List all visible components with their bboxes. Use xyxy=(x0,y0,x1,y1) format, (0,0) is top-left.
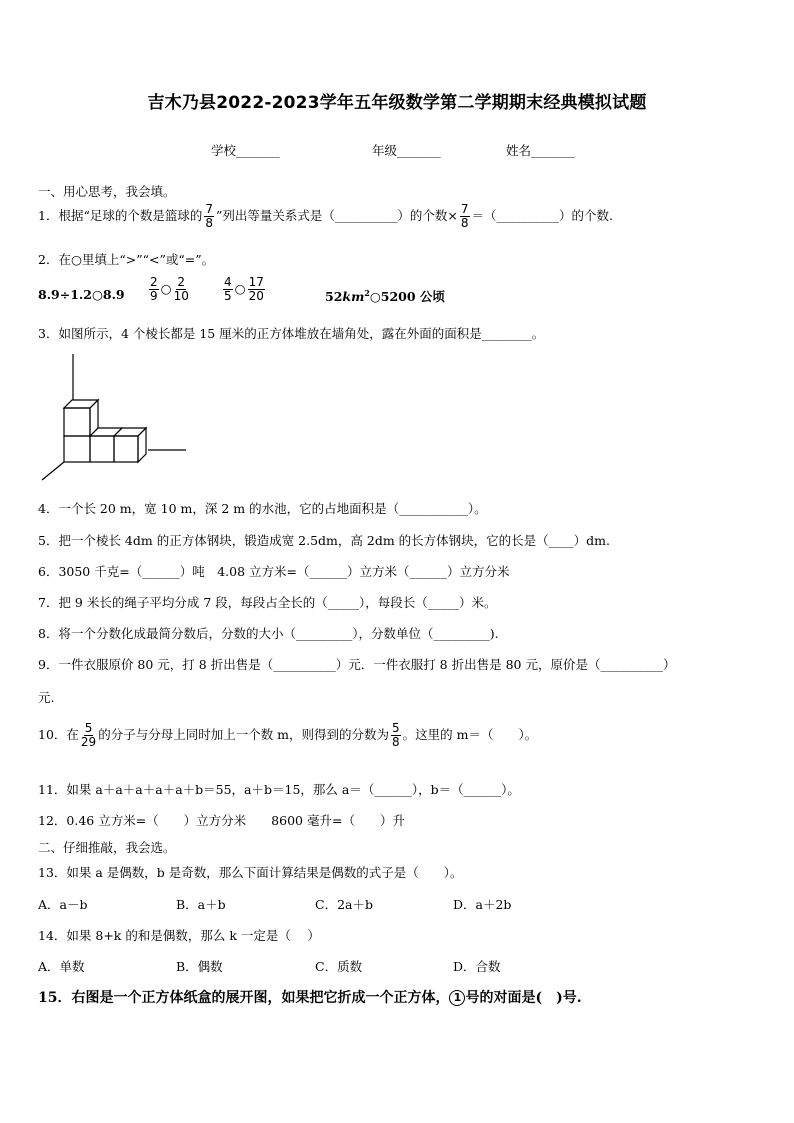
grade-field: 年级_______ xyxy=(372,143,441,158)
q2-expr-3 xyxy=(221,276,267,303)
question-5: 5．把一个棱长 4dm 的正方体钢块，锻造成宽 2.5dm，高 2dm 的长方体钢块，它的长是（____）dm. xyxy=(38,533,610,548)
question-9-continued: 元. xyxy=(38,690,55,705)
q10-frac2-den: 8 xyxy=(392,735,400,749)
q2-e2b-den: 10 xyxy=(173,289,189,303)
q2-expr-4 xyxy=(325,287,445,305)
q15-text-a: 15．右图是一个正方体纸盒的展开图，如果把它折成一个正方体， xyxy=(38,990,450,1006)
q2-e3a-num: 4 xyxy=(224,275,232,289)
q2-e2a-num: 2 xyxy=(150,275,158,289)
q2-e2a-den: 9 xyxy=(150,289,158,303)
q10-text-c: 。这里的 m＝（ ）。 xyxy=(402,727,538,742)
question-1 xyxy=(38,203,613,230)
q1-fraction-2 xyxy=(460,203,470,230)
q14-option-a: A．单数 xyxy=(38,959,85,974)
q10-fraction-2 xyxy=(391,722,401,749)
q10-text-b: 的分子与分母上同时加上一个数 m，则得到的分数为 xyxy=(98,727,390,742)
q13-option-a: A．a－b xyxy=(38,897,88,912)
q2-e3b-den: 20 xyxy=(248,289,264,303)
q13-option-d: D．a＋2b xyxy=(453,897,512,912)
q15-text-b: 号的对面是( )号. xyxy=(465,990,582,1006)
question-4: 4．一个长 20 m，宽 10 m，深 2 m 的水池，它的占地面积是（___________）。 xyxy=(38,501,487,516)
q1-frac2-num: 7 xyxy=(460,202,469,216)
q13-option-b: B．a＋b xyxy=(176,897,226,912)
q2-e3-frac-a xyxy=(223,276,233,303)
q2-e2b-num: 2 xyxy=(177,275,186,289)
q10-frac2-num: 5 xyxy=(392,721,400,735)
question-6: 6．3050 千克=（______）吨 4.08 立方米=（______）立方米（______）立方分米 xyxy=(38,564,510,579)
cube-top-side-face xyxy=(90,400,98,436)
cube-bottom-2-front xyxy=(90,436,114,462)
q1-text-a: 1．根据“足球的个数是篮球的 xyxy=(38,208,203,223)
question-3: 3．如图所示，4 个棱长都是 15 厘米的正方体堆放在墙角处，露在外面的面积是________。 xyxy=(38,326,545,341)
question-10 xyxy=(38,722,537,749)
q2-e4-rest: ○5200 公顷 xyxy=(369,289,445,304)
q1-frac1-num: 7 xyxy=(205,202,213,216)
section-1-heading: 一、用心思考，我会填。 xyxy=(38,184,176,199)
q2-e2-frac-a xyxy=(149,276,159,303)
question-8: 8．将一个分数化成最简分数后，分数的大小（_________），分数单位（_________). xyxy=(38,626,499,641)
name-field: 姓名_______ xyxy=(506,143,575,158)
q1-frac1-den: 8 xyxy=(205,216,213,230)
question-13: 13．如果 a 是偶数，b 是奇数，那么下面计算结果是偶数的式子是（ ）。 xyxy=(38,865,463,880)
q14-option-b: B．偶数 xyxy=(176,959,223,974)
question-2: 2．在○里填上“>”“<”或“=”。 xyxy=(38,252,215,267)
wall-line-diagonal xyxy=(42,462,64,480)
q2-e2-circle: ○ xyxy=(160,281,172,296)
q1-fraction-1 xyxy=(204,203,214,230)
school-field: 学校_______ xyxy=(211,143,280,158)
section-2-heading: 二、仔细推敲，我会选。 xyxy=(38,840,176,855)
cube-bottom-1-front xyxy=(64,436,90,462)
question-7: 7．把 9 米长的绳子平均分成 7 段，每段占全长的（_____），每段长（_____）米。 xyxy=(38,595,497,610)
q2-e3-circle: ○ xyxy=(234,281,246,296)
q2-expr-1: 8.9÷1.2○8.9 xyxy=(38,287,125,302)
q2-e3a-den: 5 xyxy=(224,289,232,303)
q10-frac1-num: 5 xyxy=(84,721,93,735)
q1-text-b: ”列出等量关系式是（__________）的个数× xyxy=(216,208,458,223)
q14-option-c: C．质数 xyxy=(315,959,363,974)
q1-text-c: ＝（__________）的个数. xyxy=(471,208,613,223)
q10-fraction-1 xyxy=(81,722,96,749)
cube-bottom-3-front xyxy=(114,436,138,462)
q2-e4-unit: km xyxy=(342,289,365,304)
page-title: 吉木乃县2022-2023学年五年级数学第二学期期末经典模拟试题 xyxy=(147,93,647,113)
q2-e3-frac-b xyxy=(248,276,265,303)
question-11: 11．如果 a＋a＋a＋a＋a＋b＝55，a＋b＝15，那么 a＝（______），b＝（______）。 xyxy=(38,782,520,797)
q10-text-a: 10．在 xyxy=(38,727,79,742)
q2-e4-num: 52 xyxy=(325,289,343,304)
q13-option-c: C．2a＋b xyxy=(315,897,373,912)
q2-e2-frac-b xyxy=(174,276,189,303)
question-12: 12．0.46 立方米=（ ）立方分米 8600 毫升=（ ）升 xyxy=(38,813,405,828)
q14-option-d: D．合数 xyxy=(453,959,501,974)
question-9: 9．一件衣服原价 80 元，打 8 折出售是（__________）元．一件衣服打 8 折出售是 80 元，原价是（__________） xyxy=(38,657,676,672)
cube-top-front-face xyxy=(64,408,90,436)
cube-bottom-3-side xyxy=(138,428,146,462)
question-15 xyxy=(38,987,582,1007)
q2-e3b-num: 17 xyxy=(248,275,264,289)
q2-e4-sup: 2 xyxy=(364,287,370,298)
q2-expr-2 xyxy=(147,276,191,303)
circled-number-1: 1 xyxy=(449,990,465,1006)
cube-corner-figure xyxy=(38,352,190,484)
question-14: 14．如果 8+k 的和是偶数，那么 k 一定是（ ） xyxy=(38,928,320,943)
q10-frac1-den: 29 xyxy=(80,735,97,749)
q1-frac2-den: 8 xyxy=(460,216,469,230)
cube-top-top-face xyxy=(64,400,98,408)
